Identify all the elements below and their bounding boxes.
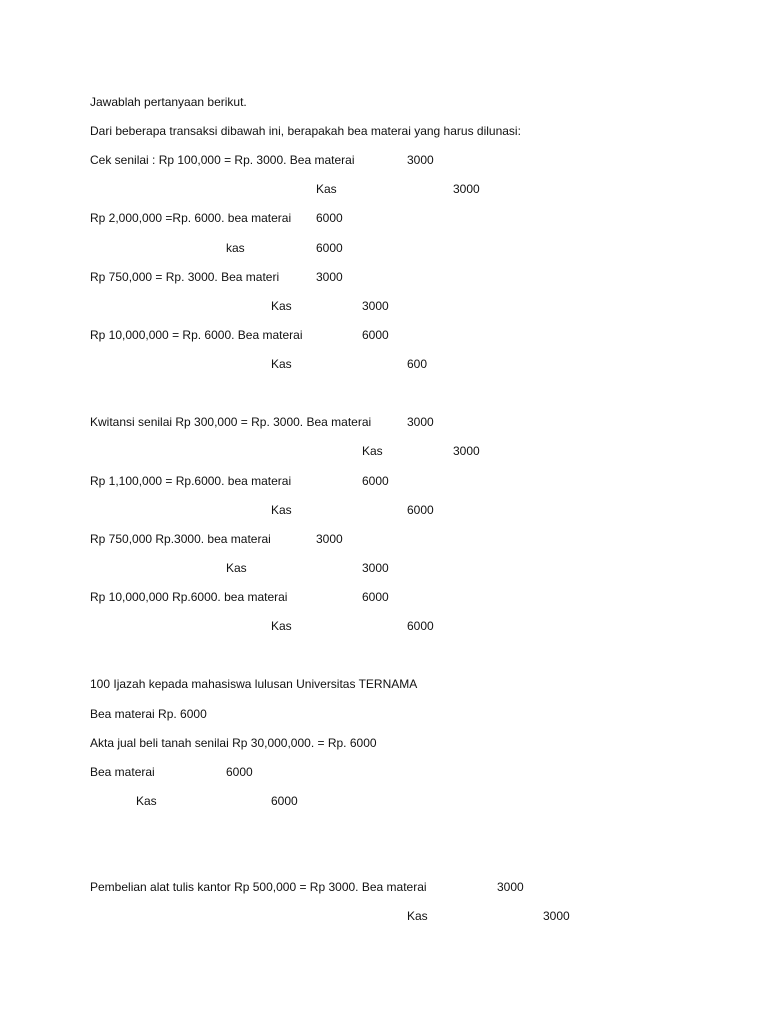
- kwitansi-3-kas-label: Kas: [226, 561, 247, 575]
- akta-credit: 6000: [271, 794, 298, 808]
- cek-3-description: Rp 750,000 = Rp. 3000. Bea materi: [90, 270, 280, 284]
- kwitansi-2-credit: 6000: [407, 503, 434, 517]
- cek-2-debit: 6000: [316, 211, 343, 225]
- cek-1-kas-label: Kas: [316, 182, 337, 196]
- pembelian-description: Pembelian alat tulis kantor Rp 500,000 = Rp 3000. Bea materai: [90, 880, 427, 894]
- akta-bea-label: Bea materai: [90, 765, 155, 779]
- cek-2-kas-label: kas: [226, 241, 245, 255]
- cek-1-description: Cek senilai : Rp 100,000 = Rp. 3000. Bea materai: [90, 153, 355, 167]
- kwitansi-1-debit: 3000: [407, 415, 434, 429]
- cek-4-debit: 6000: [362, 328, 389, 342]
- question-text: Dari beberapa transaksi dibawah ini, berapakah bea materai yang harus dilunasi:: [90, 124, 521, 138]
- ijazah-text: 100 Ijazah kepada mahasiswa lulusan Universitas TERNAMA: [90, 677, 418, 691]
- kwitansi-2-debit: 6000: [362, 474, 389, 488]
- cek-3-kas-label: Kas: [271, 299, 292, 313]
- kwitansi-3-credit: 3000: [362, 561, 389, 575]
- cek-1-credit: 3000: [453, 182, 480, 196]
- kwitansi-2-description: Rp 1,100,000 = Rp.6000. bea materai: [90, 474, 292, 488]
- akta-debit: 6000: [226, 765, 253, 779]
- kwitansi-4-credit: 6000: [407, 619, 434, 633]
- cek-1-debit: 3000: [407, 153, 434, 167]
- kwitansi-3-debit: 3000: [316, 532, 343, 546]
- ijazah-bea-text: Bea materai Rp. 6000: [90, 707, 207, 721]
- cek-4-description: Rp 10,000,000 = Rp. 6000. Bea materai: [90, 328, 303, 342]
- kwitansi-3-description: Rp 750,000 Rp.3000. bea materai: [90, 532, 271, 546]
- kwitansi-2-kas-label: Kas: [271, 503, 292, 517]
- akta-kas-label: Kas: [136, 794, 157, 808]
- kwitansi-1-description: Kwitansi senilai Rp 300,000 = Rp. 3000. Bea materai: [90, 415, 372, 429]
- akta-text: Akta jual beli tanah senilai Rp 30,000,000. = Rp. 6000: [90, 736, 377, 750]
- kwitansi-4-description: Rp 10,000,000 Rp.6000. bea materai: [90, 590, 288, 604]
- kwitansi-1-credit: 3000: [453, 444, 480, 458]
- kwitansi-1-kas-label: Kas: [362, 444, 383, 458]
- kwitansi-4-kas-label: Kas: [271, 619, 292, 633]
- intro-text: Jawablah pertanyaan berikut.: [90, 95, 247, 109]
- cek-4-credit: 600: [407, 357, 428, 371]
- cek-2-credit: 6000: [316, 241, 343, 255]
- cek-2-description: Rp 2,000,000 =Rp. 6000. bea materai: [90, 211, 292, 225]
- cek-3-credit: 3000: [362, 299, 389, 313]
- pembelian-debit: 3000: [497, 880, 524, 894]
- cek-4-kas-label: Kas: [271, 357, 292, 371]
- pembelian-credit: 3000: [543, 909, 570, 923]
- kwitansi-4-debit: 6000: [362, 590, 389, 604]
- cek-3-debit: 3000: [316, 270, 343, 284]
- pembelian-kas-label: Kas: [407, 909, 428, 923]
